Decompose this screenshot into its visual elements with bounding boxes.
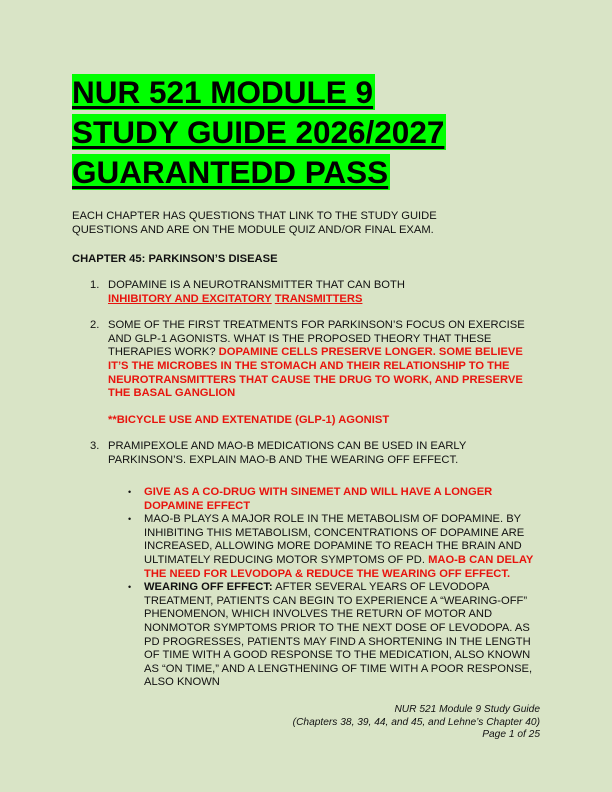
- footer-course: NUR 521 Module 9 Study Guide: [394, 704, 540, 715]
- bullet-item-3: [128, 581, 538, 690]
- question-list: [90, 279, 540, 481]
- question-text: DOPAMINE IS A NEUROTRANSMITTER THAT CAN BOTH: [108, 279, 405, 291]
- title-line-1: NUR 521 MODULE 9: [72, 74, 374, 110]
- answer-text: DOPAMINE CELLS PRESERVE LONGER. SOME BELIEVE IT’S THE MICROBES IN THE STOMACH AND THEIR RELATIONSHIP TO THE NEUROTRANSMITTERS THAT CAUSE THE DRUG TO WORK, AND PRESERVE THE BASAL GANGLION: [108, 346, 523, 400]
- question-item-1: [90, 279, 540, 306]
- bullet-text: AFTER SEVERAL YEARS OF LEVODOPA TREATMENT, PATIENTS CAN BEGIN TO EXPERIENCE A “WEARING-OFF” PHENOMENON, WHICH INVOLVES THE RETURN OF MOTOR AND NONMOTOR SYMPTOMS PRIOR TO THE NEXT DOSE OF LEVODOPA. AS PD PROGRESSES, PATIENTS MAY FIND A SHORTENING IN THE LENGTH OF TIME WITH A GOOD RESPONSE TO THE MEDICATION, ALSO KNOWN AS “ON TIME,” AND A LENGTHENING OF TIME WITH A POOR RESPONSE, ALSO KNOWN: [144, 581, 533, 689]
- question-text: SOME OF THE FIRST TREATMENTS FOR PARKINSON’S FOCUS ON EXERCISE AND GLP-1 AGONISTS. WHAT IS THE PROPOSED THEORY THAT THESE THERAPIES WORK?: [108, 319, 525, 359]
- chapter-heading: CHAPTER 45: PARKINSON’S DISEASE: [72, 253, 278, 265]
- bullet-answer: MAO-B CAN DELAY THE NEED FOR LEVODOPA & REDUCE THE WEARING OFF EFFECT.: [144, 553, 534, 580]
- page-number: Page 1 of 25: [482, 729, 540, 741]
- bullet-icon: •: [128, 514, 132, 525]
- bullet-list: [128, 486, 538, 690]
- question-number: 1.: [90, 279, 100, 291]
- document-title: [72, 74, 446, 194]
- question-item-3: [90, 440, 540, 467]
- answer-text-2: TRANSMITTERS: [274, 292, 363, 305]
- question-number: 2.: [90, 319, 100, 332]
- bullet-item-1: [128, 486, 538, 513]
- question-item-2: [90, 319, 540, 427]
- bullet-item-2: [128, 513, 538, 581]
- footer-chapters: (Chapters 38, 39, 44, and 45, and Lehne’s Chapter 40): [292, 716, 540, 728]
- intro-paragraph: EACH CHAPTER HAS QUESTIONS THAT LINK TO THE STUDY GUIDE QUESTIONS AND ARE ON THE MODULE QUIZ AND/OR FINAL EXAM.: [72, 210, 437, 236]
- title-line-3: GUARANTEDD PASS: [72, 154, 389, 190]
- question-text: PRAMIPEXOLE AND MAO-B MEDICATIONS CAN BE USED IN EARLY PARKINSON’S. EXPLAIN MAO-B AND THE WEARING OFF EFFECT.: [108, 440, 467, 466]
- bullet-text: MAO-B PLAYS A MAJOR ROLE IN THE METABOLISM OF DOPAMINE. BY INHIBITING THIS METABOLISM, CONCENTRATIONS OF DOPAMINE ARE INCREASED, ALLOWING MORE DOPAMINE TO REACH THE BRAIN AND ULTIMATELY REDUCING MOTOR SYMPTOMS OF PD.: [144, 513, 525, 566]
- bullet-icon: •: [128, 582, 132, 593]
- bullet-answer: GIVE AS A CO-DRUG WITH SINEMET AND WILL HAVE A LONGER DOPAMINE EFFECT: [144, 486, 493, 512]
- question-number: 3.: [90, 440, 100, 453]
- page-footer: [293, 704, 540, 742]
- answer-note: **BICYCLE USE AND EXTENATIDE (GLP-1) AGONIST: [108, 413, 390, 426]
- title-line-2: STUDY GUIDE 2026/2027: [72, 114, 445, 150]
- bullet-term: WEARING OFF EFFECT:: [144, 581, 273, 594]
- bullet-icon: •: [128, 487, 132, 497]
- answer-text: INHIBITORY AND EXCITATORY: [108, 292, 272, 305]
